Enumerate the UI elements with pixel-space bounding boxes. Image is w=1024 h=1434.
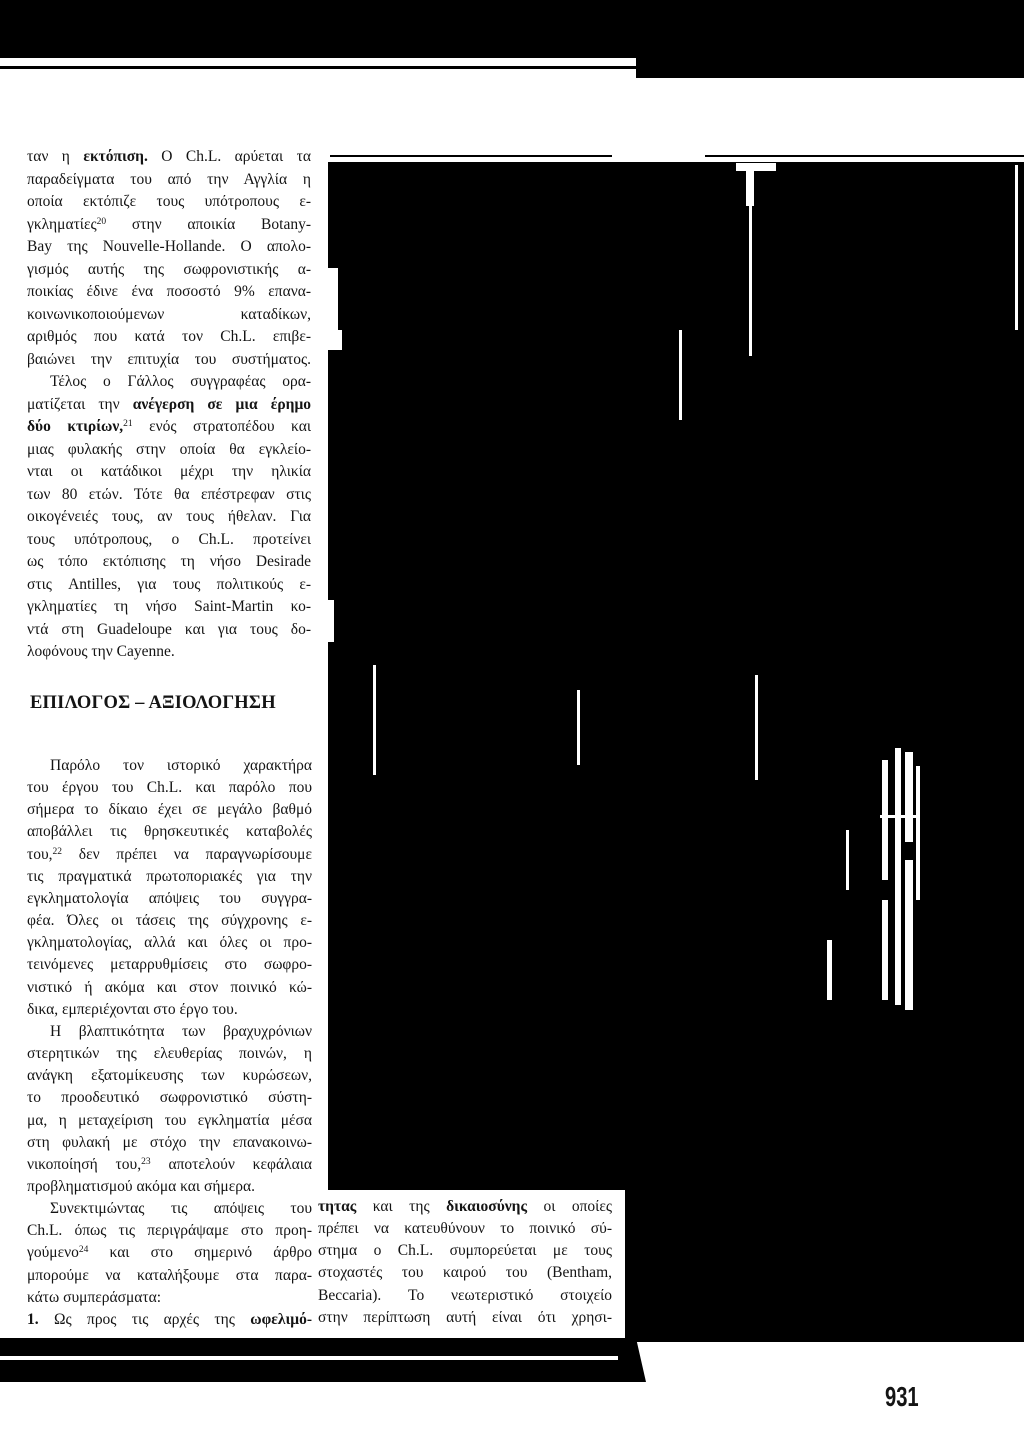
scan-artifact — [749, 206, 752, 356]
top-black-band — [0, 0, 1024, 58]
text-line: στοχαστές του καιρού του (Bentham, — [318, 1264, 612, 1282]
scan-artifact — [916, 766, 920, 900]
text-line — [27, 394, 311, 417]
text-line: Bay της Nouvelle-Hollande. Ο απολο- — [27, 238, 311, 255]
text-line: οικογένειές τους, αν τους ήθελαν. Για — [27, 508, 311, 525]
text-segment: ταν η — [27, 148, 84, 165]
text-segment: γούμενο — [27, 1244, 79, 1262]
text-line: γκληματολογίας, αλλά και όλες οι προ- — [27, 934, 312, 952]
scan-artifact — [905, 860, 913, 1010]
text-segment: νικοποίησή του, — [27, 1155, 142, 1173]
text-segment: και στο σημερινό άρθρο — [88, 1244, 312, 1262]
text-line: ντά στη Guadeloupe και για τους δο- — [27, 620, 311, 638]
text-line: σήμερα το δίκαιο έχει σε μεγάλο βαθμό — [27, 801, 312, 819]
text-line: στερητικών της ελευθερίας ποινών, η — [27, 1045, 312, 1063]
page-edge-line — [0, 66, 636, 69]
scan-artifact — [882, 760, 888, 880]
text-line: εγκληματολογία απόψεις του συγγρα- — [27, 889, 312, 907]
text-line: αριθμός που κατά τον Ch.L. επιβε- — [27, 328, 311, 345]
text-segment: Ο Ch.L. αρύεται τα — [147, 148, 311, 165]
scan-artifact — [895, 748, 901, 1005]
text-line: νται οι κατάδικοι μέχρι την ηλικία — [27, 463, 311, 480]
scan-artifact — [746, 171, 754, 206]
scan-artifact — [880, 815, 920, 818]
scan-artifact — [827, 940, 832, 1000]
bold-text: εκτόπιση. — [83, 148, 148, 165]
text-line: κοινωνικοποιούμενων καταδίκων, — [27, 305, 311, 323]
text-line — [27, 146, 311, 169]
footnote-ref: 20 — [96, 216, 107, 227]
section-heading: ΕΠΙΛΟΓΟΣ – ΑΞΙΟΛΟΓΗΣΗ — [30, 693, 276, 713]
bold-text: δικαιοσύνης — [446, 1198, 528, 1215]
scan-artifact — [328, 330, 342, 350]
list-number: 1. — [27, 1310, 39, 1328]
text-line — [27, 844, 312, 866]
bold-text: δύο κτιρίων, — [27, 418, 124, 435]
text-line: μπορούμε να καταλήξουμε στα παρα- — [27, 1266, 312, 1284]
scan-artifact — [328, 268, 338, 330]
text-line: πρέπει να κατευθύνουν το ποινικό σύ- — [318, 1220, 612, 1238]
footnote-ref: 23 — [141, 1156, 151, 1167]
text-line: Η βλαπτικότητα των βραχυχρόνιων — [50, 1022, 312, 1040]
right-column — [318, 1196, 612, 1329]
text-line: μα, η μεταχείριση του εγκληματία μέσα — [27, 1111, 312, 1129]
scan-artifact — [373, 665, 376, 775]
text-line: στη φυλακή με στόχο την επανακοινω- — [27, 1133, 312, 1151]
text-segment: στην αποικία Botany- — [106, 215, 311, 233]
bold-text: τητας — [318, 1198, 357, 1215]
text-line: προβληματισμού ακόμα και σήμερα. — [27, 1177, 255, 1195]
top-black-band-right — [636, 56, 1024, 78]
scan-artifact — [882, 900, 888, 1000]
text-line: τους υπότροπους, ο Ch.L. προτείνει — [27, 530, 311, 548]
scan-artifact — [755, 675, 758, 780]
text-line: δικα, εμπεριέχονται στο έργο του. — [27, 1000, 238, 1018]
text-line: το προοδευτικό σωφρονιστικό σύστη- — [27, 1089, 312, 1107]
photo-black-area — [328, 162, 1024, 1342]
scan-artifact — [328, 600, 334, 642]
text-line: νιστικό ή ακόμα και στον ποινικό κώ- — [27, 978, 312, 996]
epilogue-column — [27, 755, 312, 1331]
page-edge-highlight — [0, 1356, 618, 1360]
text-line: βαιώνει την επιτυχία του συστήματος. — [27, 350, 311, 368]
text-segment: οι οποίες — [527, 1198, 612, 1215]
text-segment: γκληματίες — [27, 215, 97, 233]
text-line: μιας φυλακής στην οποία θα εγκλείο- — [27, 440, 311, 458]
text-line: ως τόπο εκτόπισης τη νήσο Desirade — [27, 553, 311, 570]
text-line: οποία εκτόπιζε τους υπότροπους ε- — [27, 193, 311, 210]
text-line: τεινόμενες μεταρρυθμίσεις στο σωφρο- — [27, 956, 312, 974]
text-line: των 80 ετών. Τότε θα επέστρεφαν στις — [27, 485, 311, 503]
scan-artifact — [736, 163, 776, 171]
text-line: αποβάλλει τις θρησκευτικές καταβολές — [27, 823, 312, 841]
text-line — [27, 1309, 312, 1331]
text-line: λοφόνους την Cayenne. — [27, 643, 175, 660]
text-line — [27, 1242, 312, 1264]
text-line: στην περίπτωση αυτή είναι ότι χρησι- — [318, 1308, 612, 1326]
text-segment: και της — [356, 1198, 447, 1215]
text-line: γκληματίες τη νήσο Saint-Martin κο- — [27, 598, 311, 615]
text-line — [27, 1154, 312, 1176]
scan-artifact — [679, 330, 682, 420]
text-line: στις Antilles, για τους πολιτικούς ε- — [27, 575, 311, 593]
text-line: του έργου του Ch.L. και παρόλο που — [27, 779, 312, 797]
text-segment: ματίζεται την — [27, 395, 133, 413]
text-line: στημα ο Ch.L. συμπορεύεται με τους — [318, 1242, 612, 1260]
bold-text: ανέγερση σε μια έρημο — [132, 395, 312, 413]
header-rule — [330, 155, 612, 157]
text-line: Συνεκτιμώντας τις απόψεις του — [50, 1200, 312, 1218]
page-number: 931 — [885, 1381, 919, 1412]
text-line: κάτω συμπεράσματα: — [27, 1288, 162, 1306]
text-line: παραδείγματα του από την Αγγλία η — [27, 170, 311, 188]
footnote-ref: 22 — [52, 846, 63, 857]
footnote-ref: 24 — [78, 1245, 89, 1256]
text-line: γισμός αυτής της σωφρονιστικής α- — [27, 260, 311, 278]
text-line: Τέλος ο Γάλλος συγγραφέας ορα- — [50, 373, 311, 390]
text-line: Beccaria). Το νεωτεριστικό στοιχείο — [318, 1286, 612, 1304]
text-segment: Ως προς τις αρχές της — [38, 1310, 251, 1328]
left-column — [27, 146, 311, 664]
text-line — [318, 1196, 612, 1218]
text-line — [27, 214, 311, 237]
bold-text: ωφελιμό- — [250, 1310, 312, 1328]
text-segment: αποτελούν κεφάλαια — [150, 1155, 312, 1173]
text-segment: δεν πρέπει να παραγνωρίσουμε — [62, 845, 312, 863]
text-line: ανάγκη εξατομίκευσης των κυρώσεων, — [27, 1067, 312, 1085]
scan-artifact — [577, 690, 580, 765]
text-line: ποικίας έδινε ένα ποσοστό 9% επανα- — [27, 283, 311, 300]
scan-artifact — [1015, 165, 1018, 330]
footnote-ref: 21 — [123, 419, 133, 429]
text-line: τις πραγματικά πρωτοποριακές για την — [27, 867, 312, 885]
text-line: φέα. Όλες οι τάσεις της σύγχρονης ε- — [27, 912, 312, 930]
header-rule — [705, 155, 1024, 157]
text-segment: του, — [27, 845, 53, 863]
text-line — [27, 416, 311, 439]
scan-artifact — [846, 830, 849, 890]
text-segment: ενός στρατοπέδου και — [132, 418, 311, 435]
text-line: Παρόλο τον ιστορικό χαρακτήρα — [50, 757, 312, 774]
scan-artifact — [905, 752, 913, 842]
text-line: Ch.L. όπως τις περιγράψαμε στο προη- — [27, 1222, 312, 1240]
